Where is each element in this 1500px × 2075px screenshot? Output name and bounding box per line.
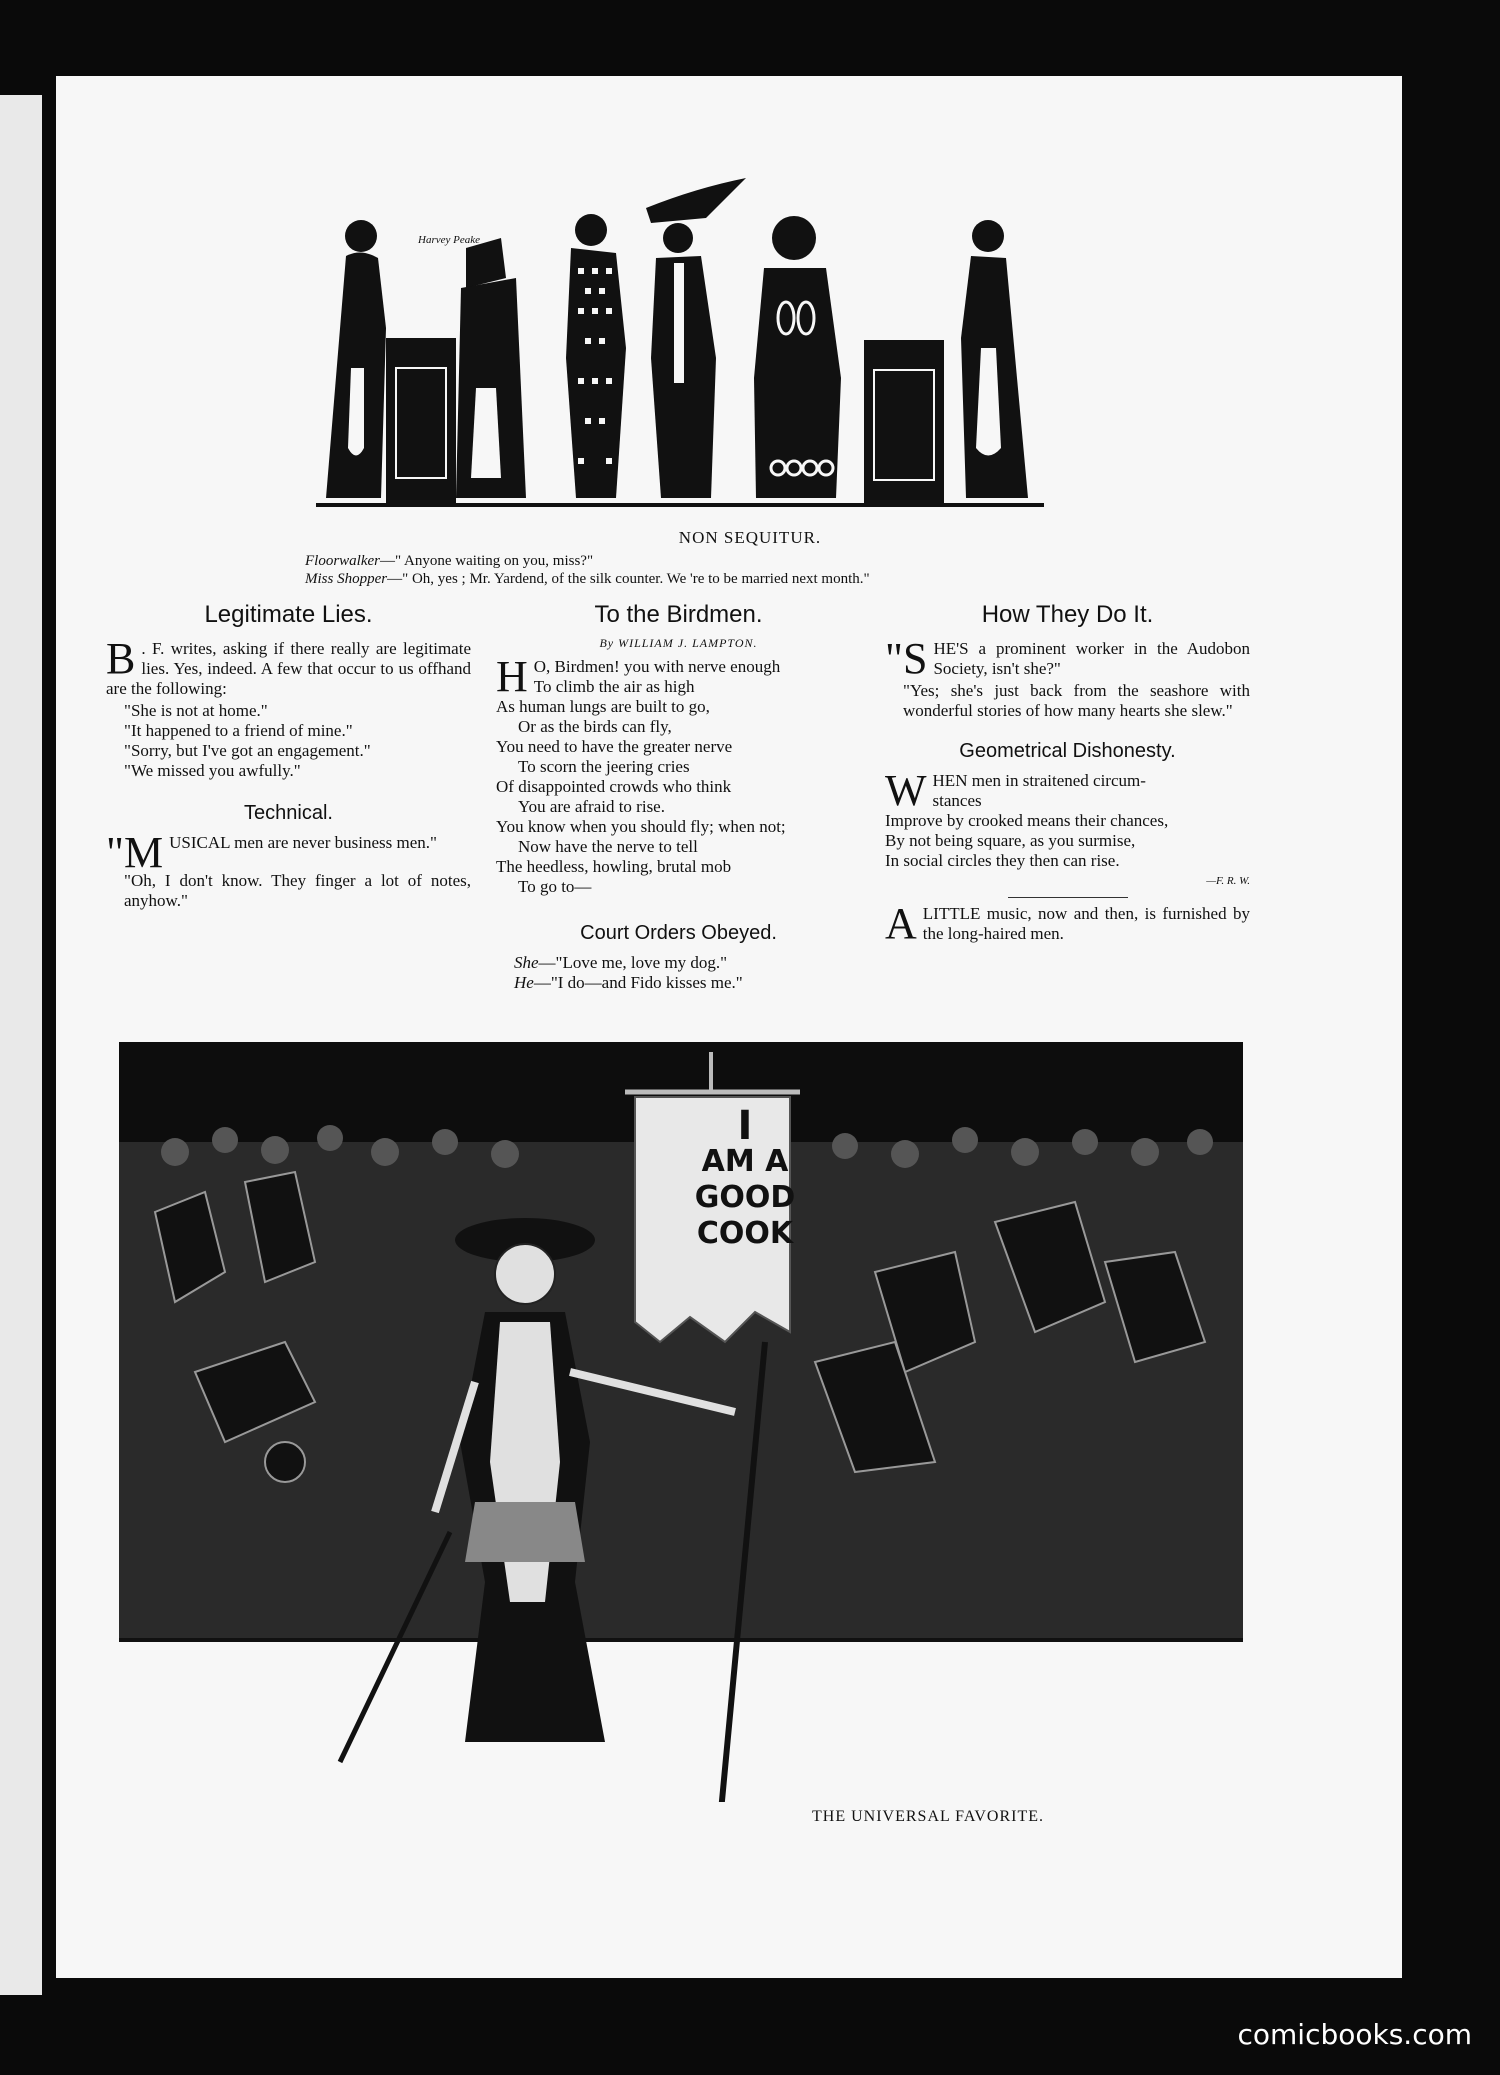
facing-page-edge bbox=[0, 95, 42, 1995]
quote-2: "It happened to a friend of mine." bbox=[124, 721, 353, 740]
paragraph: B . F. writes, asking if there really are legitimate lies. Yes, indeed. A few that occur to us offhand are the following: bbox=[106, 634, 471, 698]
paragraph: ALITTLE music, now and then, is furnished by the long-haired men. bbox=[885, 899, 1250, 948]
column-1 bbox=[106, 601, 471, 913]
bottom-caption: THE UNIVERSAL FAVORITE. bbox=[812, 1808, 1045, 1825]
quote-3: "Sorry, but I've got an engagement." bbox=[124, 741, 371, 760]
quote-1: "She is not at home." bbox=[124, 701, 268, 720]
poem: W HEN men in straitened circum- stances Improve by crooked means their chances, By not being square, as you surmise, In social circles they then can rise. bbox=[885, 766, 1169, 870]
poem-line: To climb the air as high bbox=[533, 677, 695, 696]
banner-line-2: AM A bbox=[701, 1144, 789, 1179]
poem-line: The heedless, howling, brutal mob bbox=[496, 857, 732, 876]
heading-to-the-birdmen: To the Birdmen. bbox=[594, 601, 763, 628]
speaker-floorwalker: Floorwalker bbox=[305, 553, 380, 569]
paragraph: "MUSICAL men are never business men." bbox=[106, 828, 437, 877]
poem: H O, Birdmen! you with nerve enough To climb the air as high As human lungs are built to go, Or as the birds can fly, You need to have the greater nerve To scorn the jeering cries Of disappointed crowds who think You are afraid to rise. You know when you should fly; when not; Now have the nerve to tell The heedless, howling, brutal mob To go to— bbox=[496, 657, 861, 897]
poem-line: O, Birdmen! you with nerve enough bbox=[533, 657, 781, 676]
poem-line: To go to— bbox=[518, 877, 592, 896]
quote-4: "We missed you awfully." bbox=[124, 761, 301, 780]
column-2 bbox=[496, 601, 861, 993]
line-he: He—"I do—and Fido kisses me." bbox=[514, 973, 743, 992]
banner-text bbox=[680, 1103, 810, 1252]
poem-line: To scorn the jeering cries bbox=[518, 757, 690, 776]
non-sequitur-illustration bbox=[316, 178, 1044, 516]
poem-line: Now have the nerve to tell bbox=[518, 837, 698, 856]
byline: By WILLIAM J. LAMPTON. bbox=[599, 636, 758, 650]
divider bbox=[1008, 897, 1128, 898]
poem-line: Of disappointed crowds who think bbox=[496, 777, 732, 796]
poem-line: As human lungs are built to go, bbox=[496, 697, 710, 716]
poem-line: You need to have the greater nerve bbox=[496, 737, 733, 756]
credit: —F. R. W. bbox=[1206, 875, 1250, 887]
watermark: comicbooks.com bbox=[1237, 2018, 1472, 2051]
column-3 bbox=[885, 601, 1250, 948]
banner-line-1: I bbox=[737, 1103, 753, 1149]
artist-signature: Harvey Peake bbox=[418, 234, 480, 246]
heading-legitimate-lies: Legitimate Lies. bbox=[204, 601, 373, 628]
cartoon-title: NON SEQUITUR. bbox=[678, 528, 822, 547]
paragraph: "Oh, I don't know. They finger a lot of notes, anyhow." bbox=[124, 871, 471, 910]
heading-court-orders: Court Orders Obeyed. bbox=[580, 922, 777, 944]
poem-line: You are afraid to rise. bbox=[518, 797, 665, 816]
dialog-line-2: Miss Shopper—" Oh, yes ; Mr. Yardend, of the silk counter. We 're to be married next month." bbox=[305, 571, 870, 587]
heading-geometrical-dishonesty: Geometrical Dishonesty. bbox=[959, 740, 1176, 762]
banner-line-3: GOOD bbox=[694, 1180, 796, 1215]
line-she: She—"Love me, love my dog." bbox=[514, 953, 728, 972]
banner-line-4: COOK bbox=[696, 1216, 794, 1251]
heading-how-they-do-it: How They Do It. bbox=[981, 601, 1154, 628]
speaker-miss-shopper: Miss Shopper bbox=[305, 571, 388, 587]
heading-technical: Technical. bbox=[244, 802, 333, 824]
poem-line: Or as the birds can fly, bbox=[518, 717, 672, 736]
paragraph: "Yes; she's just back from the seashore with wonderful stories of how many hearts she slew." bbox=[903, 681, 1250, 720]
poem-line: You know when you should fly; when not; bbox=[496, 817, 786, 836]
dialog-line-1: Floorwalker—" Anyone waiting on you, miss?" bbox=[305, 553, 594, 569]
paragraph: "SHE'S a prominent worker in the Audobon Society, isn't she?" bbox=[885, 634, 1250, 683]
